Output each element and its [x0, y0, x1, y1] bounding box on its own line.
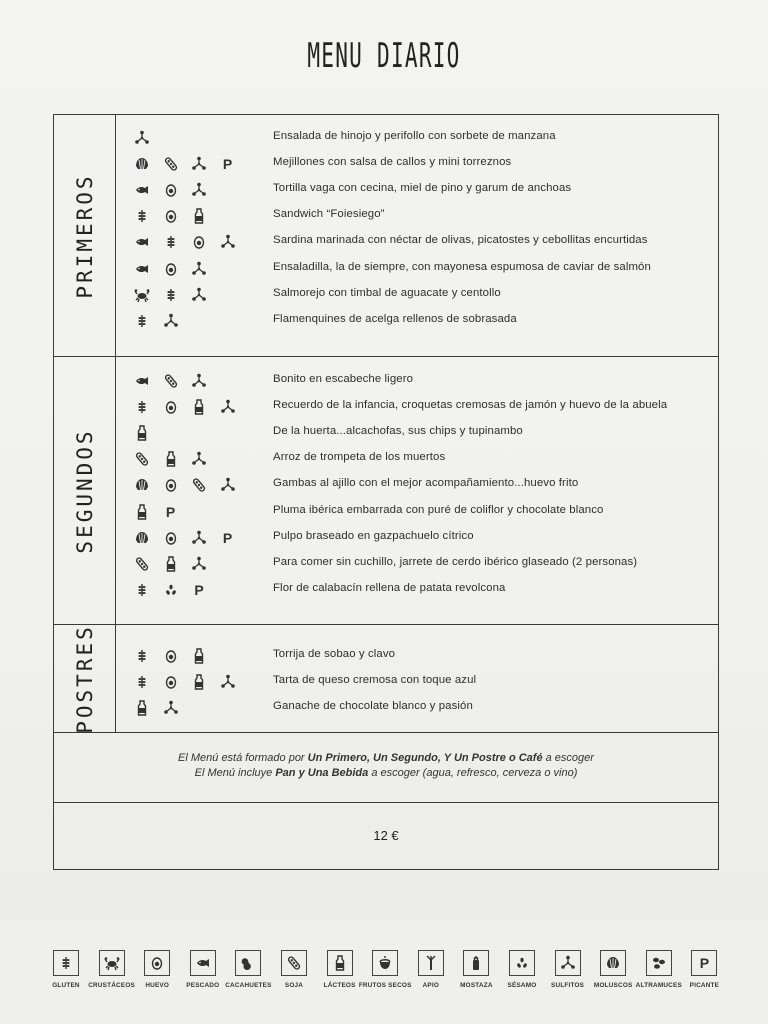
- lacteos-icon: [189, 397, 209, 417]
- dish-name: Ensaladilla, la de siempre, con mayonesa espumosa de caviar de salmón: [273, 260, 651, 273]
- huevo-icon: [161, 646, 181, 666]
- section-postres: [54, 625, 718, 733]
- sulfitos-icon: [189, 180, 209, 200]
- lacteos-icon: [132, 698, 152, 718]
- sulfitos-icon: [161, 698, 181, 718]
- legend-label: FRUTOS SECOS: [358, 982, 412, 989]
- huevo-icon: [161, 475, 181, 495]
- dish-name: Salmorejo con timbal de aguacate y centollo: [273, 286, 501, 299]
- crustaceos-icon: [99, 950, 125, 976]
- dish-row: [54, 447, 718, 471]
- gluten-icon: [132, 311, 152, 331]
- soja-icon: [132, 554, 152, 574]
- soja-icon: [281, 950, 307, 976]
- dish-row: [54, 283, 718, 307]
- dish-row: [54, 152, 718, 176]
- menu-info-line-1: El Menú está formado por Un Primero, Un Segundo, Y Un Postre o Café a escoger: [178, 752, 594, 764]
- legend-label: ALTRAMUCES: [635, 982, 682, 989]
- soja-icon: [189, 475, 209, 495]
- dish-row: [54, 500, 718, 524]
- dish-name: Ganache de chocolate blanco y pasión: [273, 699, 473, 712]
- gluten-icon: [161, 232, 181, 252]
- dish-name: De la huerta...alcachofas, sus chips y tupinambo: [273, 425, 523, 438]
- sesamo-icon: [509, 950, 535, 976]
- sulfitos-icon: [555, 950, 581, 976]
- picante-icon: P: [194, 581, 204, 598]
- legend-label: PESCADO: [186, 982, 220, 989]
- sulfitos-icon: [189, 554, 209, 574]
- pescado-icon: [190, 950, 216, 976]
- lacteos-icon: [189, 206, 209, 226]
- dish-row: [54, 473, 718, 497]
- lacteos-icon: [161, 449, 181, 469]
- menu-title: MENU DIARIO: [307, 36, 461, 76]
- legend-label: MOSTAZA: [460, 982, 493, 989]
- sulfitos-icon: [218, 475, 238, 495]
- pescado-icon: [132, 259, 152, 279]
- huevo-icon: [189, 232, 209, 252]
- menu-info: [54, 733, 718, 803]
- huevo-icon: [161, 180, 181, 200]
- section-label-text: SEGUNDOS: [72, 427, 97, 554]
- dish-row: [54, 395, 718, 419]
- dish-name: Tortilla vaga con cecina, miel de pino y garum de anchoas: [273, 182, 572, 195]
- pescado-icon: [132, 232, 152, 252]
- sulfitos-icon: [218, 672, 238, 692]
- soja-icon: [132, 449, 152, 469]
- legend-label: LÁCTEOS: [323, 982, 356, 989]
- moluscos-icon: [132, 475, 152, 495]
- dish-name: Pluma ibérica embarrada con puré de coliflor y chocolate blanco: [273, 503, 604, 516]
- dish-row: [54, 178, 718, 202]
- dish-row: [54, 257, 718, 281]
- sesamo-icon: [161, 580, 181, 600]
- gluten-icon: [132, 646, 152, 666]
- menu-price: 12 €: [373, 828, 399, 843]
- gluten-icon: [161, 285, 181, 305]
- dish-row: [54, 552, 718, 576]
- gluten-icon: [132, 206, 152, 226]
- dish-name: Sandwich “Foiesiego”: [273, 208, 385, 221]
- sulfitos-icon: [189, 528, 209, 548]
- dish-row: [54, 696, 718, 720]
- dish-row: [54, 421, 718, 445]
- huevo-icon: [161, 397, 181, 417]
- sulfitos-icon: [218, 232, 238, 252]
- mostaza-icon: [463, 950, 489, 976]
- legend-item-picante: [676, 950, 732, 990]
- picante-icon: P: [165, 503, 176, 520]
- legend-label: HUEVO: [145, 982, 170, 989]
- huevo-icon: [144, 950, 170, 976]
- section-label-text: PRIMEROS: [72, 172, 97, 299]
- dish-name: Flor de calabacín rellena de patata revolcona: [273, 581, 506, 594]
- huevo-icon: [161, 528, 181, 548]
- legend-label: PICANTE: [689, 982, 720, 989]
- crustaceos-icon: [132, 285, 152, 305]
- cacahuetes-icon: [235, 950, 261, 976]
- frutos-secos-icon: [372, 950, 398, 976]
- dish-name: Torrija de sobao y clavo: [273, 648, 396, 660]
- gluten-icon: [132, 672, 152, 692]
- pescado-icon: [132, 180, 152, 200]
- dish-name: Arroz de trompeta de los muertos: [273, 451, 446, 464]
- soja-icon: [161, 154, 181, 174]
- dish-name: Tarta de queso cremosa con toque azul: [273, 673, 477, 686]
- legend-label: SOJA: [284, 982, 304, 989]
- dish-name: Recuerdo de la infancia, croquetas cremosas de jamón y huevo de la abuela: [273, 399, 668, 412]
- dish-row: [54, 670, 718, 694]
- soja-icon: [161, 371, 181, 391]
- legend-label: GLUTEN: [52, 982, 80, 989]
- dish-name: Mejillones con salsa de callos y mini torreznos: [273, 156, 512, 169]
- picante-icon: P: [222, 529, 233, 546]
- legend-label: SULFITOS: [551, 982, 585, 989]
- sulfitos-icon: [189, 285, 209, 305]
- altramuces-icon: [646, 950, 672, 976]
- huevo-icon: [161, 672, 181, 692]
- dish-name: Ensalada de hinojo y perifollo con sorbete de manzana: [273, 130, 556, 142]
- dish-row: [54, 526, 718, 550]
- legend-label: MOLUSCOS: [593, 982, 633, 989]
- sulfitos-icon: [189, 154, 209, 174]
- section-label-text: POSTRES: [72, 623, 97, 734]
- lacteos-icon: [189, 646, 209, 666]
- lacteos-icon: [189, 672, 209, 692]
- dish-name: Gambas al ajillo con el mejor acompañamiento...huevo frito: [273, 477, 579, 490]
- dish-row: [54, 644, 718, 668]
- huevo-icon: [161, 206, 181, 226]
- picante-icon: P: [691, 950, 717, 976]
- picante-icon: P: [222, 156, 233, 173]
- gluten-icon: [132, 580, 152, 600]
- section-primeros: [54, 115, 718, 357]
- section-segundos: [54, 357, 718, 625]
- dish-name: Bonito en escabeche ligero: [273, 373, 414, 385]
- dish-row: [54, 369, 718, 393]
- dish-row: [54, 230, 718, 254]
- dish-name: Pulpo braseado en gazpachuelo cítrico: [273, 529, 474, 542]
- sulfitos-icon: [189, 371, 209, 391]
- legend-label: SÉSAMO: [507, 982, 537, 989]
- sulfitos-icon: [132, 128, 152, 148]
- dish-row: [54, 126, 718, 150]
- menu-table: [53, 114, 719, 870]
- dish-row: [54, 578, 718, 602]
- lacteos-icon: [161, 554, 181, 574]
- legend-label: CACAHUETES: [225, 982, 272, 989]
- dish-row: [54, 309, 718, 333]
- moluscos-icon: [132, 154, 152, 174]
- pescado-icon: [132, 371, 152, 391]
- lacteos-icon: [132, 423, 152, 443]
- allergen-legend: [0, 928, 768, 1024]
- dish-name: Flamenquines de acelga rellenos de sobrasada: [273, 312, 517, 325]
- gluten-icon: [53, 950, 79, 976]
- legend-label: APIO: [422, 982, 440, 989]
- menu-info-line-2: El Menú incluye Pan y Una Bebida a escoger (agua, refresco, cerveza o vino): [194, 767, 578, 779]
- dish-row: [54, 204, 718, 228]
- moluscos-icon: [132, 528, 152, 548]
- sulfitos-icon: [189, 259, 209, 279]
- lacteos-icon: [132, 502, 152, 522]
- apio-icon: [418, 950, 444, 976]
- dish-name: Sardina marinada con néctar de olivas, picatostes y cebollitas encurtidas: [273, 234, 648, 247]
- huevo-icon: [161, 259, 181, 279]
- sulfitos-icon: [189, 449, 209, 469]
- dish-name: Para comer sin cuchillo, jarrete de cerdo ibérico glaseado (2 personas): [273, 555, 638, 568]
- legend-label: CRUSTÁCEOS: [88, 982, 135, 989]
- sulfitos-icon: [161, 311, 181, 331]
- lacteos-icon: [327, 950, 353, 976]
- moluscos-icon: [600, 950, 626, 976]
- gluten-icon: [132, 397, 152, 417]
- sulfitos-icon: [218, 397, 238, 417]
